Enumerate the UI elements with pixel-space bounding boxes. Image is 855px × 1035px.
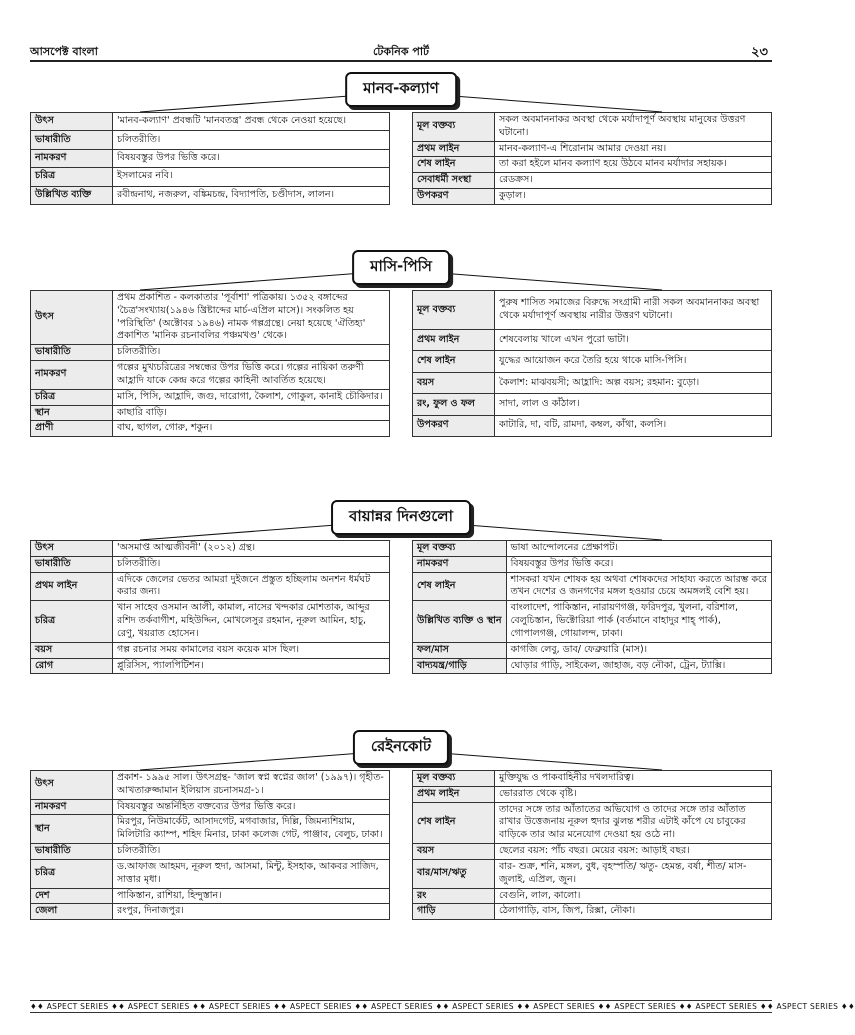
section-mashi-pishi [30,250,772,437]
left-info-table [30,112,390,205]
table-row [31,361,390,390]
row-value: চলিতরীতি। [113,131,390,149]
row-value: পাকিস্তান, রাশিয়া, হিন্দুস্তান। [113,888,390,904]
table-row [31,113,390,131]
row-label: ফল/মাস [413,642,507,658]
row-value: সাদা, লাল ও কাঁঠাল। [495,394,772,415]
table-row [413,372,772,393]
row-value: চলিতরীতি। [113,844,390,860]
row-value: ছেলের বয়স: পাঁচ বছর। মেয়ের বয়স: আড়াই বছর। [495,844,772,860]
row-value: প্লুরিসিস, প্যালপিটিশন। [113,658,390,674]
row-label: উপকরণ [413,189,495,205]
row-value: ইসলামের নবি। [113,168,390,186]
table-row [31,601,390,642]
table-row [31,572,390,601]
row-value: 'মানব-কল্যাণ' প্রবন্ধটি 'মানবতন্ত্র' প্রবন্ধ থেকে নেওয়া হয়েছে। [113,113,390,131]
row-label: চরিত্র [31,168,113,186]
row-label: চরিত্র [31,389,113,405]
row-label: নামকরণ [413,556,507,572]
row-value: এদিকে জেলের ভেতর আমরা দুইজনে প্রস্তুত হচ্ছিলাম অনশন ধর্মঘট করার জন্য। [113,572,390,601]
row-value: মিরপুর, নিউমার্কেট, আসাদগেট, মগবাজার, দিল্লি, জিমন্যশিয়াম, মিলিটারি ক্যাম্প, শহিদ মিনার, ঢাকা কলেজ গেট, পাঞ্জাব, বেলুচ, ঢাকা। [113,815,390,844]
table-row [413,859,772,888]
left-info-table [30,290,390,437]
left-info-table [30,540,390,674]
table-row [31,771,390,800]
table-row [31,904,390,920]
row-label: বয়স [413,844,495,860]
row-label: ভাষারীতি [31,844,113,860]
row-label: উল্লিখিত ব্যক্তি [31,186,113,204]
row-label: নামকরণ [31,799,113,815]
row-label: চরিত্র [31,601,113,642]
right-info-table [412,770,772,920]
row-value: গল্প রচনার সময় কামালের বয়স কয়েক মাস ছিল। [113,642,390,658]
book-title: আসপেক্ট বাংলা [30,45,98,58]
table-row [413,351,772,372]
table-row [31,149,390,167]
table-row [413,329,772,350]
row-label: মূল বক্তব্য [413,113,495,142]
row-value: চলিতরীতি। [113,345,390,361]
row-label: শেষ লাইন [413,157,495,173]
row-label: উৎস [31,541,113,557]
table-row [413,642,772,658]
table-row [31,168,390,186]
table-row [413,572,772,601]
table-row [413,771,772,787]
row-label: প্রথম লাইন [413,141,495,157]
row-value: যুদ্ধের আয়োজন করে তৈরি হয়ে থাকে মাসি-পিসি। [495,351,772,372]
row-label: প্রথম লাইন [31,572,113,601]
row-label: ভাষারীতি [31,345,113,361]
right-info-table [412,290,772,437]
table-row [31,859,390,888]
row-value: ঘোড়ার গাড়ি, সাইকেল, জাহাজ, বড় নৌকা, ট্রেন, ট্যাক্সি। [506,658,771,674]
row-value: রবীন্দ্রনাথ, নজরুল, বঙ্কিমচন্দ্র, বিদ্যাপতি, চণ্ডীদাস, লালন। [113,186,390,204]
table-row [413,802,772,843]
row-label: শেষ লাইন [413,802,495,843]
row-label: বার/মাস/ঋতু [413,859,495,888]
row-label: মূল বক্তব্য [413,771,495,787]
row-value: 'অসমাপ্ত আত্মজীবনী' (২০১২) গ্রন্থ। [113,541,390,557]
table-row [31,844,390,860]
page-footer: ♦♦ ASPECT SERIES ♦♦ ASPECT SERIES ♦♦ ASPECT SERIES ♦♦ ASPECT SERIES ♦♦ ASPECT SERIES ♦♦ ASPECT SERIES ♦♦ ASPECT SERIES ♦♦ ASPECT SERIES ♦♦ ASPECT SERIES ♦♦ ASPECT SERIES ♦♦ [30,1002,855,1011]
table-row [413,658,772,674]
row-label: সেবাধর্মী সংস্থা [413,173,495,189]
table-row [31,405,390,421]
table-row [31,658,390,674]
row-value: বাঘ, ছাগল, গোরু, শকুন। [113,421,390,437]
row-value: বেগুনি, লাল, কালো। [495,888,772,904]
table-row [31,556,390,572]
row-value: কাগজি লেবু, ডাব/ ফেব্রুয়ারি (মাস)। [506,642,771,658]
section-raincoat [30,730,772,920]
row-value: বিষয়বস্তুর উপর ভিত্তি করে। [506,556,771,572]
section-title: মানব-কল্যাণ [345,72,457,107]
table-row [31,389,390,405]
row-label: প্রথম লাইন [413,786,495,802]
row-label: গাড়ি [413,904,495,920]
page-header [30,40,772,62]
left-info-table [30,770,390,920]
row-value: তা করা হইলে মানব কল্যাণ হয়ে উঠবে মানব মর্যাদার সহায়ক। [495,157,772,173]
row-value: পুরুষ শাসিত সমাজের বিরুদ্ধে সংগ্রামী নারী সকল অবমাননাকর অবস্থা থেকে মর্যাদাপূর্ণ অবস্থায় নারীর উত্তরণ ঘটানো। [495,291,772,330]
row-value: কাছারি বাড়ি। [113,405,390,421]
row-label: মূল বক্তব্য [413,541,507,557]
row-value: শাসকরা যখন শোষক হয় অথবা শোষকদের সাহায্য করতে আরম্ভ করে তখন দেশের ও জনগণের মঙ্গল হওয়ার চেয়ে অমঙ্গলই বেশি হয়। [506,572,771,601]
row-label: বয়স [413,372,495,393]
row-label: রং [413,888,495,904]
table-row [413,141,772,157]
table-row [31,799,390,815]
table-row [413,904,772,920]
part-title: টেকনিক পার্ট [372,45,430,58]
row-value: প্রকাশ- ১৯৯৫ সাল। উৎসগ্রন্থ- 'জাল স্বপ্ন স্বপ্নের জাল' (১৯৯৭)। গৃহীত- আখতারুজ্জামান ইলিয়াস রচনাসমগ্র-১। [113,771,390,800]
table-row [31,815,390,844]
row-value: ড.আফাজ আহমদ, নূরুল হুদা, আসমা, মিন্টু, ইসহাক, আকবর সাজিদ, সাত্তার মৃধা। [113,859,390,888]
table-row [413,786,772,802]
section-title: বায়ান্নর দিনগুলো [331,500,471,535]
row-label: উৎস [31,771,113,800]
table-row [413,556,772,572]
row-label: উল্লিখিত ব্যক্তি ও স্থান [413,601,507,642]
row-label: চরিত্র [31,859,113,888]
row-value: মানব-কল্যাণ-এ শিরোনাম আমার দেওয়া নয়। [495,141,772,157]
table-row [31,131,390,149]
row-label: বয়স [31,642,113,658]
row-value: মাসি, পিসি, আহ্লাদি, জগু, দারোগা, কৈলাশ, গোকুল, কানাই চৌকিদার। [113,389,390,405]
row-value: বাংলাদেশ, পাকিস্তান, নারায়ণগঞ্জ, ফরিদপুর, খুলনা, বরিশাল, বেলুচিস্তান, ভিক্টোরিয়া পার্ক (বর্তমানে বাহাদুর শাহ্ পার্ক), গোপালগঞ্জ, গোয়ালন্দ, ঢাকা। [506,601,771,642]
row-label: বাদ্যযন্ত্র/গাড়ি [413,658,507,674]
row-label: উৎস [31,113,113,131]
table-row [413,394,772,415]
page-number: ২৩ [751,45,768,60]
row-value: রংপুর, দিনাজপুর। [113,904,390,920]
row-value: ভোররাত থেকে বৃষ্টি। [495,786,772,802]
right-info-table [412,112,772,205]
row-value: শেষবেলায় খালে এখন পুরো ভাটা। [495,329,772,350]
table-row [413,291,772,330]
row-label: প্রাণী [31,421,113,437]
row-label: স্থান [31,815,113,844]
row-label: উপকরণ [413,415,495,436]
row-value: বিষয়বস্তুর অন্তর্নিহিত বক্তব্যের উপর ভিত্তি করে। [113,799,390,815]
row-value: ভাষা আন্দোলনের প্রেক্ষাপট। [506,541,771,557]
table-row [31,345,390,361]
section-bayannor-dinguli [30,500,772,674]
row-value: কৈলাশ: মাঝবয়সী; আহ্লাদি: অল্প বয়স; রহমান: বুড়ো। [495,372,772,393]
right-info-table [412,540,772,674]
row-value: মুক্তিযুদ্ধ ও পাকবাহিনীর দখলদারিত্ব। [495,771,772,787]
row-label: শেষ লাইন [413,351,495,372]
row-value: বার- শুক্র, শনি, মঙ্গল, বুধ, বৃহস্পতি/ ঋতু- হেমন্ত, বর্ষা, শীত/ মাস- জুলাই, এপ্রিল, জুন। [495,859,772,888]
table-row [31,642,390,658]
section-title: রেইনকোট [353,730,449,765]
table-row [31,186,390,204]
row-label: শেষ লাইন [413,572,507,601]
table-row [31,541,390,557]
row-value: তাদের সঙ্গে তার আঁতাতের অভিযোগ ও তাদের সঙ্গে তার আঁতাত রাখার উত্তেজনায় নূরুল হুদার ঝুলন্ত শরীর এটাই কাঁপে যে চাবুকের বাড়িকে তার আর মনেযোগ দেওয়া হয় ওঠে না। [495,802,772,843]
table-row [413,173,772,189]
row-value: রেডক্রস। [495,173,772,189]
section-manob-kalyan [30,72,772,205]
row-label: নামকরণ [31,361,113,390]
row-label: রং, ফুল ও ফল [413,394,495,415]
row-value: ঠেলাগাড়ি, বাস, জিপ, রিক্সা, নৌকা। [495,904,772,920]
row-label: দেশ [31,888,113,904]
row-value: বিষয়বস্তুর উপর ভিত্তি করে। [113,149,390,167]
section-title: মাসি-পিসি [352,250,450,285]
row-label: ভাষারীতি [31,131,113,149]
row-value: চলিতরীতি। [113,556,390,572]
row-label: জেলা [31,904,113,920]
row-label: স্থান [31,405,113,421]
row-label: রোগ [31,658,113,674]
row-label: মূল বক্তব্য [413,291,495,330]
row-value: কাটারি, দা, বটি, রামদা, কম্বল, কাঁথা, কলসি। [495,415,772,436]
table-row [413,157,772,173]
table-row [413,601,772,642]
row-value: গল্পের মুখ্যচরিত্রের সম্বন্ধের উপর ভিত্তি করে। গল্পের নায়িকা তরুণী আহ্লাদি যাকে কেন্দ্র করে গল্পের কাহিনী আবর্তিত হয়েছে। [113,361,390,390]
table-row [413,888,772,904]
row-label: উৎস [31,291,113,345]
row-value: প্রথম প্রকাশিত - কলকাতার 'পূর্বাশা' পত্রিকায়। ১৩৫২ বঙ্গাব্দের 'চৈত্র'সংখ্যায়(১৯৪৬ খ্রিষ্টাব্দের মার্চ-এপ্রিল মাসে)। সংকলিত হয় 'পরিস্থিতি' (অক্টোবর ১৯৪৬) নামক গল্পগ্রন্থে। নেয়া হয়েছে 'ঐতিহ্য' প্রকাশিত 'মানিক রচনাবলির পঞ্চমখণ্ড' থেকে। [113,291,390,345]
row-label: প্রথম লাইন [413,329,495,350]
table-row [413,113,772,142]
table-row [413,844,772,860]
table-row [413,415,772,436]
table-row [31,421,390,437]
table-row [31,888,390,904]
row-label: নামকরণ [31,149,113,167]
row-value: সকল অবমাননাকর অবস্থা থেকে মর্যাদাপূর্ণ অবস্থায় মানুষের উত্তরণ ঘটানো। [495,113,772,142]
row-value: কুড়াল। [495,189,772,205]
table-row [413,541,772,557]
table-row [31,291,390,345]
table-row [413,189,772,205]
row-value: খান সাহেব ওসমান আলী, কামাল, নাসের খন্দকার মোশতাক, আব্দুর রশিদ তর্কবাগীশ, মহিউদ্দিন, মোখলেসুর রহমান, নূরুল আমিন, হাচু, রেণু, খয়রাত হোসেন। [113,601,390,642]
row-label: ভাষারীতি [31,556,113,572]
